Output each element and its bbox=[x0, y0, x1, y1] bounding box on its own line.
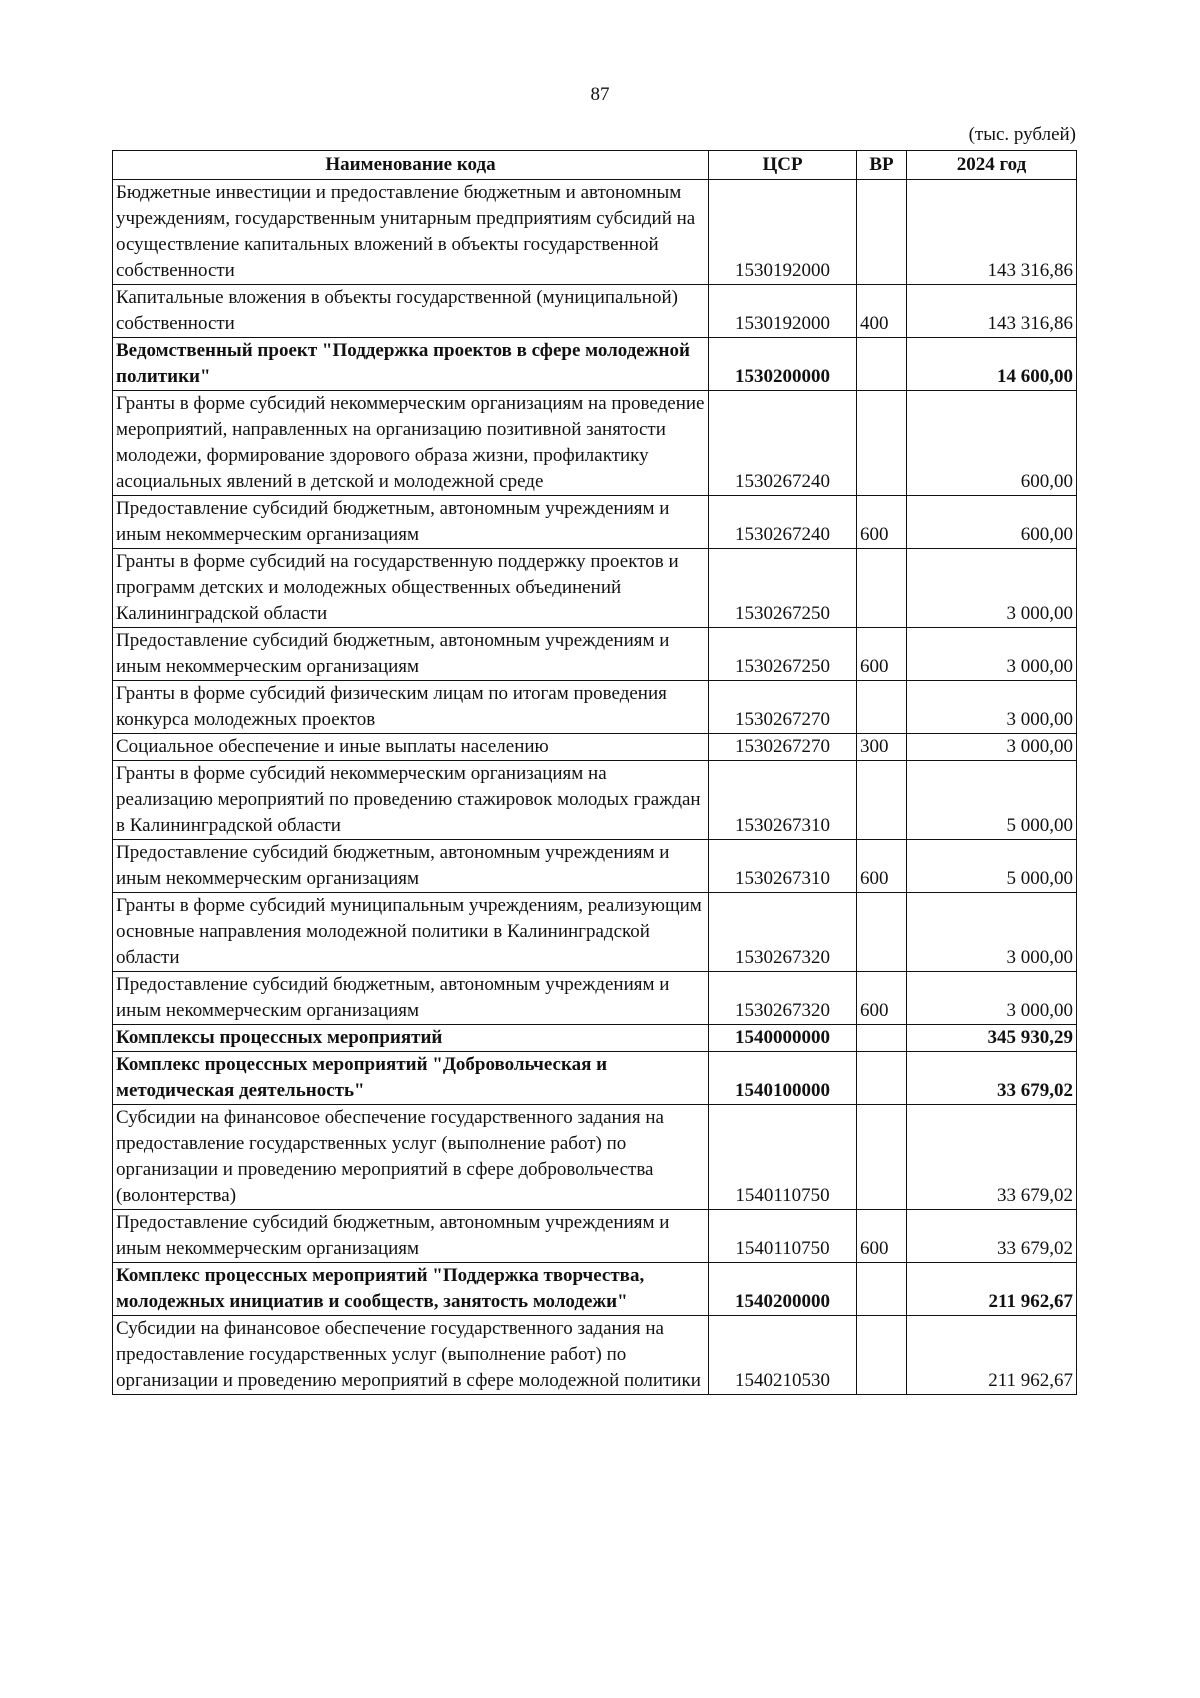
table-row bbox=[113, 549, 1077, 628]
cell-csr: 1530267310 bbox=[709, 761, 857, 840]
cell-name: Субсидии на финансовое обеспечение государственного задания на предоставление государственных услуг (выполнение работ) по организации и проведению мероприятий в сфере добровольчества (волонтерства) bbox=[113, 1105, 709, 1210]
cell-csr: 1530200000 bbox=[709, 338, 857, 391]
cell-csr: 1530267250 bbox=[709, 628, 857, 681]
cell-csr: 1530267320 bbox=[709, 893, 857, 972]
cell-sum: 143 316,86 bbox=[907, 285, 1077, 338]
table-row bbox=[113, 391, 1077, 496]
header-vr: ВР bbox=[857, 151, 907, 180]
table-row bbox=[113, 1025, 1077, 1052]
page-number: 87 bbox=[590, 84, 610, 105]
cell-name: Предоставление субсидий бюджетным, автономным учреждениям и иным некоммерческим организациям bbox=[113, 496, 709, 549]
cell-vr: 600 bbox=[857, 840, 907, 893]
cell-csr: 1530267250 bbox=[709, 549, 857, 628]
cell-sum: 3 000,00 bbox=[907, 549, 1077, 628]
table-row bbox=[113, 496, 1077, 549]
table-row bbox=[113, 972, 1077, 1025]
cell-csr: 1540110750 bbox=[709, 1210, 857, 1263]
cell-sum: 600,00 bbox=[907, 391, 1077, 496]
cell-csr: 1530267320 bbox=[709, 972, 857, 1025]
cell-name: Комплекс процессных мероприятий "Добровольческая и методическая деятельность" bbox=[113, 1052, 709, 1105]
table-row bbox=[113, 734, 1077, 761]
cell-vr: 600 bbox=[857, 496, 907, 549]
cell-sum: 3 000,00 bbox=[907, 681, 1077, 734]
cell-sum: 3 000,00 bbox=[907, 893, 1077, 972]
cell-name: Бюджетные инвестиции и предоставление бюджетным и автономным учреждениям, государственным унитарным предприятиям субсидий на осуществление капитальных вложений в объекты государственной собственности bbox=[113, 180, 709, 285]
cell-csr: 1540210530 bbox=[709, 1316, 857, 1395]
cell-vr: 600 bbox=[857, 628, 907, 681]
cell-name: Предоставление субсидий бюджетным, автономным учреждениям и иным некоммерческим организациям bbox=[113, 972, 709, 1025]
cell-vr: 300 bbox=[857, 734, 907, 761]
cell-vr bbox=[857, 180, 907, 285]
cell-name: Ведомственный проект "Поддержка проектов в сфере молодежной политики" bbox=[113, 338, 709, 391]
cell-vr: 600 bbox=[857, 972, 907, 1025]
cell-sum: 5 000,00 bbox=[907, 761, 1077, 840]
table-row bbox=[113, 1105, 1077, 1210]
cell-vr bbox=[857, 391, 907, 496]
cell-csr: 1530267240 bbox=[709, 496, 857, 549]
table-header-row bbox=[113, 151, 1077, 180]
table-row bbox=[113, 761, 1077, 840]
cell-vr bbox=[857, 893, 907, 972]
table-row bbox=[113, 285, 1077, 338]
cell-csr: 1530192000 bbox=[709, 285, 857, 338]
table-row bbox=[113, 1052, 1077, 1105]
cell-sum: 33 679,02 bbox=[907, 1052, 1077, 1105]
table-row bbox=[113, 840, 1077, 893]
cell-name: Субсидии на финансовое обеспечение государственного задания на предоставление государственных услуг (выполнение работ) по организации и проведению мероприятий в сфере молодежной политики bbox=[113, 1316, 709, 1395]
table-row bbox=[113, 1263, 1077, 1316]
cell-name: Предоставление субсидий бюджетным, автономным учреждениям и иным некоммерческим организациям bbox=[113, 840, 709, 893]
cell-vr bbox=[857, 338, 907, 391]
table-row bbox=[113, 893, 1077, 972]
table-row bbox=[113, 628, 1077, 681]
header-year: 2024 год bbox=[907, 151, 1077, 180]
cell-csr: 1530267240 bbox=[709, 391, 857, 496]
cell-csr: 1530192000 bbox=[709, 180, 857, 285]
cell-name: Комплексы процессных мероприятий bbox=[113, 1025, 709, 1052]
cell-vr: 600 bbox=[857, 1210, 907, 1263]
cell-vr bbox=[857, 1263, 907, 1316]
header-csr: ЦСР bbox=[709, 151, 857, 180]
cell-vr bbox=[857, 681, 907, 734]
cell-sum: 33 679,02 bbox=[907, 1210, 1077, 1263]
cell-name: Гранты в форме субсидий на государственную поддержку проектов и программ детских и молодежных общественных объединений Калининградской области bbox=[113, 549, 709, 628]
cell-vr bbox=[857, 1052, 907, 1105]
cell-sum: 3 000,00 bbox=[907, 628, 1077, 681]
units-label: (тыс. рублей) bbox=[968, 124, 1076, 145]
cell-sum: 345 930,29 bbox=[907, 1025, 1077, 1052]
cell-csr: 1540100000 bbox=[709, 1052, 857, 1105]
table-row bbox=[113, 180, 1077, 285]
table-row bbox=[113, 681, 1077, 734]
cell-vr: 400 bbox=[857, 285, 907, 338]
cell-name: Капитальные вложения в объекты государственной (муниципальной) собственности bbox=[113, 285, 709, 338]
cell-csr: 1530267310 bbox=[709, 840, 857, 893]
cell-name: Предоставление субсидий бюджетным, автономным учреждениям и иным некоммерческим организациям bbox=[113, 628, 709, 681]
cell-sum: 143 316,86 bbox=[907, 180, 1077, 285]
table-row bbox=[113, 1316, 1077, 1395]
cell-name: Гранты в форме субсидий некоммерческим организациям на реализацию мероприятий по проведению стажировок молодых граждан в Калининградской области bbox=[113, 761, 709, 840]
cell-csr: 1540000000 bbox=[709, 1025, 857, 1052]
cell-csr: 1540200000 bbox=[709, 1263, 857, 1316]
cell-name: Социальное обеспечение и иные выплаты населению bbox=[113, 734, 709, 761]
cell-sum: 211 962,67 bbox=[907, 1263, 1077, 1316]
table-row bbox=[113, 338, 1077, 391]
cell-name: Предоставление субсидий бюджетным, автономным учреждениям и иным некоммерческим организациям bbox=[113, 1210, 709, 1263]
cell-name: Гранты в форме субсидий некоммерческим организациям на проведение мероприятий, направленных на организацию позитивной занятости молодежи, формирование здорового образа жизни, профилактику асоциальных явлений в детской и молодежной среде bbox=[113, 391, 709, 496]
cell-sum: 3 000,00 bbox=[907, 972, 1077, 1025]
cell-sum: 33 679,02 bbox=[907, 1105, 1077, 1210]
cell-name: Гранты в форме субсидий физическим лицам по итогам проведения конкурса молодежных проектов bbox=[113, 681, 709, 734]
cell-csr: 1530267270 bbox=[709, 734, 857, 761]
cell-vr bbox=[857, 1025, 907, 1052]
cell-vr bbox=[857, 1316, 907, 1395]
budget-table bbox=[112, 150, 1077, 1395]
cell-name: Гранты в форме субсидий муниципальным учреждениям, реализующим основные направления молодежной политики в Калининградской области bbox=[113, 893, 709, 972]
header-name: Наименование кода bbox=[113, 151, 709, 180]
cell-sum: 5 000,00 bbox=[907, 840, 1077, 893]
cell-csr: 1530267270 bbox=[709, 681, 857, 734]
cell-sum: 600,00 bbox=[907, 496, 1077, 549]
cell-sum: 3 000,00 bbox=[907, 734, 1077, 761]
table-body bbox=[113, 180, 1077, 1395]
cell-name: Комплекс процессных мероприятий "Поддержка творчества, молодежных инициатив и сообществ, занятость молодежи" bbox=[113, 1263, 709, 1316]
cell-vr bbox=[857, 1105, 907, 1210]
table-row bbox=[113, 1210, 1077, 1263]
cell-csr: 1540110750 bbox=[709, 1105, 857, 1210]
cell-vr bbox=[857, 549, 907, 628]
cell-sum: 14 600,00 bbox=[907, 338, 1077, 391]
cell-vr bbox=[857, 761, 907, 840]
cell-sum: 211 962,67 bbox=[907, 1316, 1077, 1395]
